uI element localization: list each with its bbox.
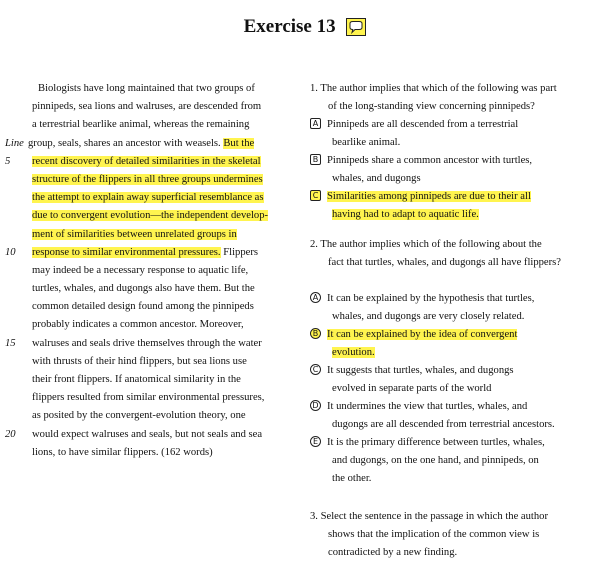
highlighted-text: But the <box>223 137 255 149</box>
question-1 <box>310 80 600 224</box>
line-number: 20 <box>5 428 16 440</box>
passage-line <box>0 226 300 244</box>
passage-line <box>0 280 300 298</box>
option-text: whales, and dugongs are very closely related. <box>332 311 525 322</box>
answer-option-text <box>310 416 600 434</box>
highlighted-text: recent discovery of detailed similarities in the skeletal <box>32 155 261 167</box>
option-letter-icon[interactable]: D <box>310 400 321 411</box>
option-letter-icon[interactable]: B <box>310 328 321 339</box>
passage-text: walruses and seals drive themselves through the water <box>32 337 262 349</box>
passage-line <box>0 153 300 171</box>
option-text: evolution. <box>332 347 375 358</box>
answer-option-text <box>310 206 600 224</box>
passage-line <box>0 80 300 98</box>
answer-option-a[interactable] <box>310 116 600 134</box>
highlighted-text: structure of the flippers in all three groups undermines <box>32 173 263 185</box>
question-stem: 2. The author implies which of the following about the <box>310 239 542 250</box>
exercise-title-text: Exercise 13 <box>243 16 336 37</box>
passage-line <box>0 207 300 225</box>
passage-text <box>32 226 237 244</box>
passage-text: flippers resulted from similar environmental pressures, <box>32 392 265 404</box>
passage-text: lions, to have similar flippers. (162 words) <box>32 446 213 458</box>
option-text: It undermines the view that turtles, whales, and <box>327 401 528 412</box>
answer-option-text <box>310 308 600 326</box>
passage-text: as posited by the convergent-evolution theory, one <box>32 410 246 422</box>
passage-text: Biologists have long maintained that two groups of <box>38 83 255 94</box>
option-text: It can be explained by the idea of convergent <box>327 329 518 340</box>
passage-text: their front flippers. If anatomical similarity in the <box>32 374 241 385</box>
answer-option-e[interactable] <box>310 434 600 452</box>
option-text: It can be explained by the hypothesis that turtles, <box>327 293 535 304</box>
option-letter-icon[interactable]: C <box>310 364 321 375</box>
answer-option-a[interactable] <box>310 290 600 308</box>
passage-line <box>0 189 300 207</box>
passage-text <box>32 189 264 207</box>
passage-text <box>32 207 268 225</box>
answer-option-text <box>310 134 600 152</box>
question-stem: fact that turtles, whales, and dugongs all have flippers? <box>328 257 561 268</box>
passage-line <box>0 171 300 189</box>
option-text: the other. <box>332 473 372 484</box>
option-text: Pinnipeds are all descended from a terrestrial <box>327 119 519 130</box>
question-stem: of the long-standing view concerning pinnipeds? <box>328 101 535 112</box>
option-text: dugongs are all descended from terrestrial ancestors. <box>332 419 555 430</box>
option-text: It is the primary difference between turtles, whales, <box>327 437 545 448</box>
passage-text: pinnipeds, sea lions and walruses, are descended from <box>32 101 262 113</box>
highlighted-text: ment of similarities between unrelated groups in <box>32 228 237 240</box>
answer-option-b[interactable] <box>310 326 600 344</box>
line-number: 5 <box>5 155 11 167</box>
option-letter-icon[interactable]: A <box>310 118 321 129</box>
line-number: 10 <box>5 246 16 258</box>
passage-line <box>0 98 300 116</box>
passage-text: group, seals, shares an ancestor with weasels. But the <box>28 137 255 149</box>
option-text: whales, and dugongs <box>332 173 421 184</box>
option-text: and dugongs, on the one hand, and pinnipeds, on <box>332 455 539 466</box>
passage-line <box>0 316 300 334</box>
highlighted-text: response to similar environmental pressures. <box>32 246 221 258</box>
passage-text: with thrusts of their hind flippers, but sea lions use <box>32 355 247 367</box>
option-text: Pinnipeds share a common ancestor with turtles, <box>327 155 533 166</box>
passage-line <box>0 353 300 371</box>
comment-icon[interactable] <box>346 18 366 36</box>
passage-text: may indeed be a necessary response to aquatic life, <box>32 264 249 276</box>
passage-text: response to similar environmental pressures. Flippers <box>32 246 258 258</box>
question-3 <box>310 508 600 562</box>
passage-text: turtles, whales, and dugongs also have them. But the <box>32 283 255 295</box>
passage-line <box>0 135 300 153</box>
passage-text: probably indicates a common ancestor. Moreover, <box>32 319 244 331</box>
passage-line <box>0 407 300 425</box>
answer-option-b[interactable] <box>310 152 600 170</box>
question-stem: contradicted by a new finding. <box>328 547 458 558</box>
passage-line <box>0 426 300 444</box>
exercise-title <box>0 16 610 38</box>
answer-option-c[interactable] <box>310 362 600 380</box>
answer-option-c[interactable] <box>310 188 600 206</box>
highlighted-text: due to convergent evolution—the independent develop- <box>32 210 269 222</box>
passage-line <box>0 262 300 280</box>
passage-line <box>0 389 300 407</box>
option-text: bearlike animal. <box>332 137 401 148</box>
line-number: Line <box>5 137 24 149</box>
option-text: evolved in separate parts of the world <box>332 383 492 394</box>
answer-option-text <box>310 452 600 470</box>
passage-text <box>32 153 261 171</box>
option-text: Similarities among pinnipeds are due to their all <box>327 191 531 202</box>
option-letter-icon[interactable]: B <box>310 154 321 165</box>
reading-passage <box>0 80 300 462</box>
option-text: having had to adapt to aquatic life. <box>332 209 479 220</box>
passage-line <box>0 444 300 462</box>
passage-text: common detailed design found among the pinnipeds <box>32 301 254 313</box>
passage-text: a terrestrial bearlike animal, whereas the remaining <box>32 119 250 131</box>
line-number: 15 <box>5 337 16 349</box>
passage-text: would expect walruses and seals, but not seals and sea <box>32 428 263 440</box>
option-letter-icon[interactable]: C <box>310 190 321 201</box>
question-stem: shows that the implication of the common view is <box>328 529 540 540</box>
answer-option-text <box>310 170 600 188</box>
question-stem: 1. The author implies that which of the following was part <box>310 83 557 94</box>
option-letter-icon[interactable]: E <box>310 436 321 447</box>
passage-line <box>0 298 300 316</box>
answer-option-text <box>310 470 600 488</box>
answer-option-text <box>310 380 600 398</box>
option-text: It suggests that turtles, whales, and dugongs <box>327 365 514 376</box>
question-2 <box>310 236 600 488</box>
option-letter-icon[interactable]: A <box>310 292 321 303</box>
passage-line <box>0 244 300 262</box>
passage-line <box>0 335 300 353</box>
passage-line <box>0 116 300 134</box>
answer-option-text <box>310 344 600 362</box>
highlighted-text: the attempt to explain away superficial resemblance as <box>32 192 264 204</box>
answer-option-d[interactable] <box>310 398 600 416</box>
question-stem: 3. Select the sentence in the passage in which the author <box>310 511 548 522</box>
passage-line <box>0 371 300 389</box>
passage-text <box>32 171 263 189</box>
